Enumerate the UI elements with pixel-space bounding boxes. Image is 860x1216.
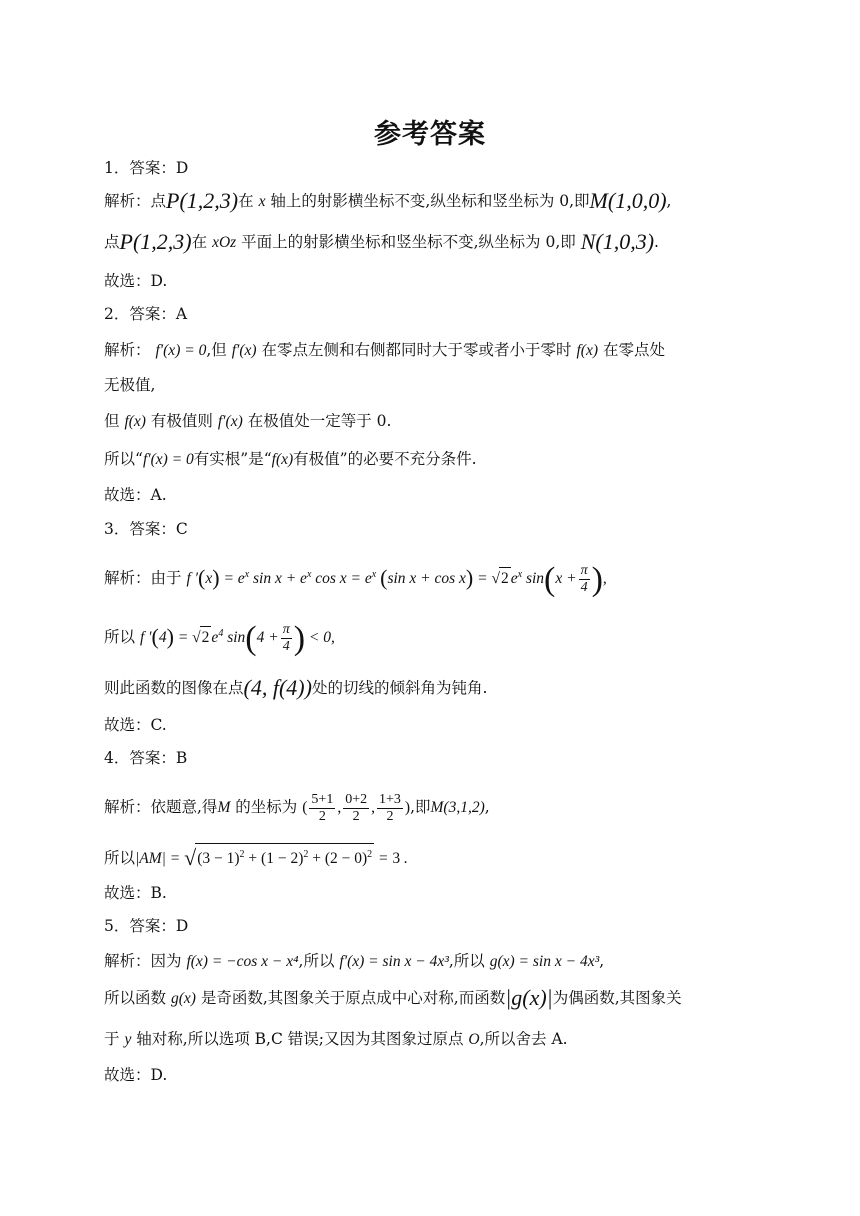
q1-text: .: [654, 233, 659, 251]
q5-formula: y: [124, 1031, 132, 1048]
q1-text: 在: [191, 233, 208, 251]
q3-analysis-line2: [104, 620, 335, 658]
q4-label: 所以: [104, 849, 136, 868]
q1-text: 平面上的射影横坐标和竖坐标不变,纵坐标为 0,即: [241, 233, 576, 251]
q2-formula: f(x): [271, 451, 294, 468]
q1-point-m: M(1,0,0): [589, 188, 667, 213]
q5-text: 为偶函数,其图象关: [552, 989, 682, 1007]
q4-midpoint-coord: ( $\frac{5+1}{2}$ , $\frac{0+2}{2}$ , $\frac{1+3}{2}$ ): [302, 792, 411, 824]
q4-text: 解析：依题意,得: [104, 798, 218, 817]
q1-point-n: N(1,0,3): [580, 229, 655, 254]
q3-text: 则此函数的图像在点: [104, 679, 244, 697]
q1-analysis-line1: [104, 190, 671, 213]
q2-formula: f′(x) = 0: [155, 342, 207, 359]
q5-text: ,所以: [448, 952, 485, 970]
q3-text: 处的切线的倾斜角为钝角.: [311, 679, 488, 697]
q1-answer: 1．答案：D: [104, 159, 189, 177]
q3-label: 所以: [104, 628, 136, 647]
q5-text: 是奇函数,其图象关于原点成中心对称,而函数: [200, 989, 506, 1007]
q3-value-formula: f ′(4) = √2 $e^4$ sin(4 + $\frac{\pi}{4}$ ) < 0,: [139, 620, 335, 658]
q4-text: ,即: [410, 798, 431, 817]
q2-analysis-line4: [104, 448, 477, 471]
q2-text: 在极值处一定等于 0.: [247, 412, 392, 430]
q1-text: 在: [238, 192, 254, 210]
q2-text: 有极值则: [150, 412, 213, 430]
q1-plane: xOz: [212, 234, 237, 251]
q2-formula: f′(x): [231, 342, 257, 359]
q5-analysis-line1: 解析：因为 f(x) = −cos x − x⁴,所以 f′(x) = sin x − 4x³,所以 g(x) = sin x − 4x³,: [104, 952, 605, 970]
q2-analysis-line3: [104, 410, 391, 433]
q3-point: (4, f(4)): [243, 675, 312, 700]
q4-distance-formula: $|AM| = √(3 - 1)^2 + (1 - 2)^2 + (2 - 0)^2 = 3$ .: [135, 850, 408, 867]
q3-analysis-line3: [104, 677, 487, 699]
q2-text: 在零点处: [602, 341, 665, 359]
q1-analysis-line2: [104, 231, 659, 254]
q2-text: 有实根”是“: [193, 450, 272, 468]
q1-text: ,: [666, 192, 672, 210]
q5-text: 轴对称,所以选项 B,C 错误;又因为其图象过原点: [136, 1030, 464, 1048]
q5-formula: f′(x) = sin x − 4x³: [339, 953, 449, 970]
q4-result: M(3,1,2): [430, 799, 485, 817]
q1-point-p2: P(1,2,3): [119, 229, 192, 254]
q2-choose: 故选：A.: [104, 486, 167, 504]
q2-answer: 2．答案：A: [104, 305, 188, 323]
q4-text: 的坐标为: [235, 798, 298, 817]
q4-analysis-line2: [104, 843, 408, 870]
q2-text: 但: [104, 412, 120, 430]
q5-text: ,所以: [298, 952, 335, 970]
q3-answer: 3．答案：C: [104, 520, 188, 538]
q5-text: ,所以舍去 A.: [479, 1030, 568, 1048]
q1-text: 轴上的射影横坐标不变,纵坐标和竖坐标为 0,即: [270, 192, 590, 210]
q1-label: 解析：点: [104, 192, 167, 210]
q5-choose: 故选：D.: [104, 1066, 168, 1084]
q2-text: 有极值”的必要不充分条件.: [293, 450, 477, 468]
q5-text: 于: [104, 1030, 120, 1048]
q2-label: 解析：: [104, 341, 151, 359]
q2-formula: f′(x): [217, 413, 243, 430]
q1-choose: 故选：D.: [104, 272, 168, 290]
q2-text: 在零点左侧和右侧都同时大于零或者小于零时: [261, 341, 572, 359]
q2-analysis-line1: [104, 339, 665, 362]
q1-point-p: P(1,2,3): [166, 188, 239, 213]
q5-formula: g(x) = sin x − 4x³: [489, 953, 600, 970]
q4-choose: 故选：B.: [104, 884, 167, 902]
q5-formula: O: [468, 1031, 480, 1048]
q3-choose: 故选：C.: [104, 716, 167, 734]
q4-analysis-line1: 解析：依题意,得M 的坐标为 ( $\frac{5+1}{2}$ , $\frac{0+2}{2}$ , $\frac{1+3}{2}$ ),即M(3,1,2),: [104, 792, 490, 824]
q4-point-m: M: [217, 799, 231, 817]
q1-x-axis: x: [258, 193, 266, 210]
q2-text: 所以“: [104, 450, 143, 468]
q5-answer: 5．答案：D: [104, 917, 189, 935]
q1-text: 点: [104, 233, 120, 251]
q2-formula: f(x): [576, 342, 598, 359]
q4-answer: 4．答案：B: [104, 749, 188, 767]
q3-analysis-line1: [104, 561, 607, 599]
page-title: 参考答案: [374, 119, 486, 150]
q5-formula: |g(x)|: [505, 985, 553, 1010]
q3-label: 解析：由于: [104, 569, 182, 588]
q5-text: 解析：因为: [104, 952, 182, 970]
q2-formula: f(x): [124, 413, 146, 430]
q2-formula: f′(x) = 0: [142, 451, 194, 468]
q2-analysis-line2: 无极值,: [104, 376, 156, 394]
q5-formula: f(x) = −cos x − x⁴: [186, 953, 299, 970]
q5-analysis-line2: [104, 987, 682, 1010]
q5-formula: g(x): [170, 990, 196, 1007]
q5-analysis-line3: [104, 1028, 568, 1051]
q3-derivative-formula: f $'(x) = e^x$ $\sin x + e^x$ $\cos x = e^x$ (sin x + cos x) = √2 $e^x$ sin(x + $\frac{\pi}{4}$ ),: [186, 561, 607, 599]
q2-text: ,但: [206, 341, 227, 359]
q5-text: 所以函数: [104, 989, 167, 1007]
